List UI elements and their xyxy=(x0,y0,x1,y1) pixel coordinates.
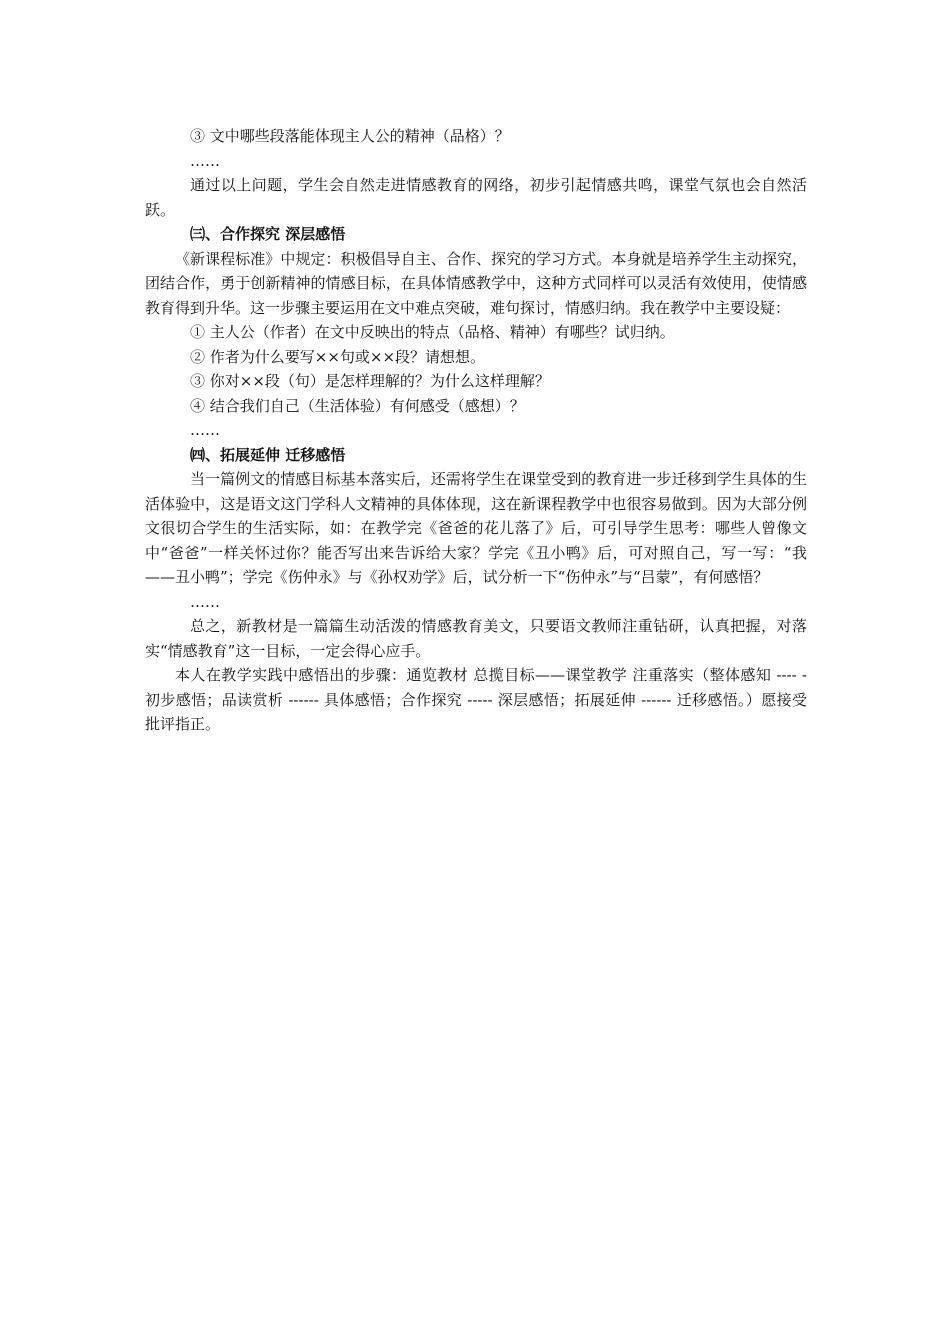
list-item: ① 主人公（作者）在文中反映出的特点（品格、精神）有哪些？试归纳。 xyxy=(190,323,675,341)
document-body xyxy=(145,124,807,737)
ellipsis: …… xyxy=(190,592,220,611)
body-paragraph: 《新课程标准》中规定：积极倡导自主、合作、探究的学习方式。本身就是培养学生主动探究，团结合作，勇于创新精神的情感目标，在具体情感教学中，这种方式同样可以灵活有效使用，使情感教育得到升华。这一步骤主要运用在文中难点突破，难句探讨，情感归纳。我在教学中主要设疑： xyxy=(145,249,807,317)
question-3-paragraph: ③ 文中哪些段落能体现主人公的精神（品格）？ xyxy=(190,127,510,145)
section-heading-4: ㈣、拓展延伸 迁移感悟 xyxy=(190,445,346,464)
ellipsis: …… xyxy=(190,151,220,170)
summary-paragraph: 总之，新教材是一篇篇生动活泼的情感教育美文，只要语文教师注重钻研，认真把握，对落实“情感教育”这一目标，一定会得心应手。 xyxy=(145,617,807,660)
list-item: ② 作者为什么要写××句或××段？请想想。 xyxy=(190,347,486,366)
ellipsis: …… xyxy=(190,421,220,439)
list-item: ④ 结合我们自己（生活体验）有何感受（感想）？ xyxy=(190,396,525,415)
closing-paragraph: 本人在教学实践中感悟出的步骤：通览教材 总揽目标——课堂教学 注重落实（整体感知 ---- - 初步感悟；品读赏析 ------ 具体感悟；合作探究 ----- 深层感悟；拓展延伸 ------ 迁移感悟。）愿接受批评指正。 xyxy=(145,666,807,733)
body-paragraph: 当一篇例文的情感目标基本落实后，还需将学生在课堂受到的教育进一步迁移到学生具体的生活体验中，这是语文这门学科人文精神的具体体现，这在新课程教学中也很容易做到。因为大部分例文很切合学生的生活实际，如：在教学完《爸爸的花儿落了》后，可引导学生思考：哪些人曾像文中“爸爸”一样关怀过你？能否写出来告诉给大家？学完《丑小鸭》后，可对照自己，写一写：“我——丑小鸭”；学完《伤仲永》与《孙权劝学》后，试分析一下“伤仲永”与“吕蒙”，有何感悟？ xyxy=(145,470,807,586)
list-item: ③ 你对××段（句）是怎样理解的？为什么这样理解？ xyxy=(190,372,550,390)
body-paragraph: 通过以上问题，学生会自然走进情感教育的网络，初步引起情感共鸣，课堂气氛也会自然活跃。 xyxy=(145,176,807,219)
section-heading-3: ㈢、合作探究 深层感悟 xyxy=(190,225,346,243)
